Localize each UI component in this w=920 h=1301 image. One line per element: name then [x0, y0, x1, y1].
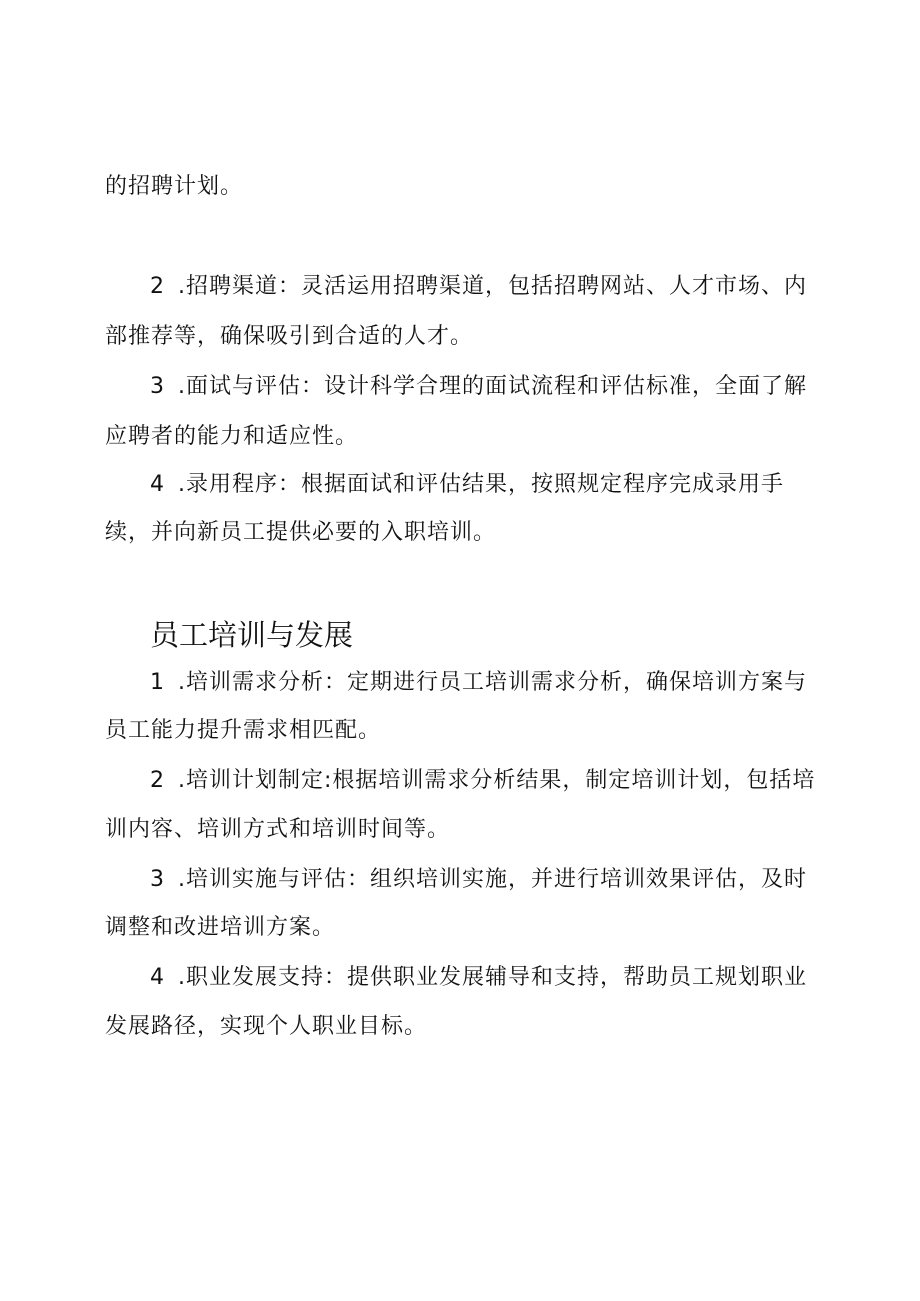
item-text: .培训计划制定:根据培训需求分析结果，制定培训计划，包括培 [178, 768, 816, 793]
list-item-continuation: 调整和改进培训方案。 [105, 915, 336, 940]
item-number: 4 [150, 472, 165, 497]
list-item-continuation: 员工能力提升需求相匹配。 [105, 718, 382, 743]
item-number: 2 [150, 274, 165, 299]
item-text: .职业发展支持：提供职业发展辅导和支持，帮助员工规划职业 [178, 965, 807, 990]
list-item [150, 470, 784, 500]
list-item-continuation: 训内容、培训方式和培训时间等。 [105, 817, 451, 842]
recruitment-continuation: 的招聘计划。 [105, 174, 244, 199]
item-text: .培训需求分析：定期进行员工培训需求分析，确保培训方案与 [178, 670, 807, 695]
list-item [150, 963, 807, 993]
item-number: 4 [150, 965, 165, 990]
item-text: .面试与评估：设计科学合理的面试流程和评估标准，全面了解 [178, 374, 807, 399]
list-item-continuation: 发展路径，实现个人职业目标。 [105, 1014, 428, 1039]
section-heading: 员工培训与发展 [150, 618, 354, 652]
list-item-continuation: 部推荐等，确保吸引到合适的人才。 [105, 324, 474, 349]
list-item [150, 372, 807, 402]
item-number: 3 [150, 374, 165, 399]
list-item [150, 865, 807, 895]
item-number: 2 [150, 768, 165, 793]
item-text: .招聘渠道：灵活运用招聘渠道，包括招聘网站、人才市场、内 [178, 274, 807, 299]
item-text: .培训实施与评估：组织培训实施，并进行培训效果评估，及时 [178, 867, 807, 892]
list-item [150, 766, 815, 796]
list-item [150, 668, 807, 698]
list-item-continuation: 续，并向新员工提供必要的入职培训。 [105, 520, 497, 545]
item-text: .录用程序：根据面试和评估结果，按照规定程序完成录用手 [178, 472, 784, 497]
list-item [150, 272, 807, 302]
item-number: 3 [150, 867, 165, 892]
item-number: 1 [150, 670, 165, 695]
list-item-continuation: 应聘者的能力和适应性。 [105, 424, 359, 449]
